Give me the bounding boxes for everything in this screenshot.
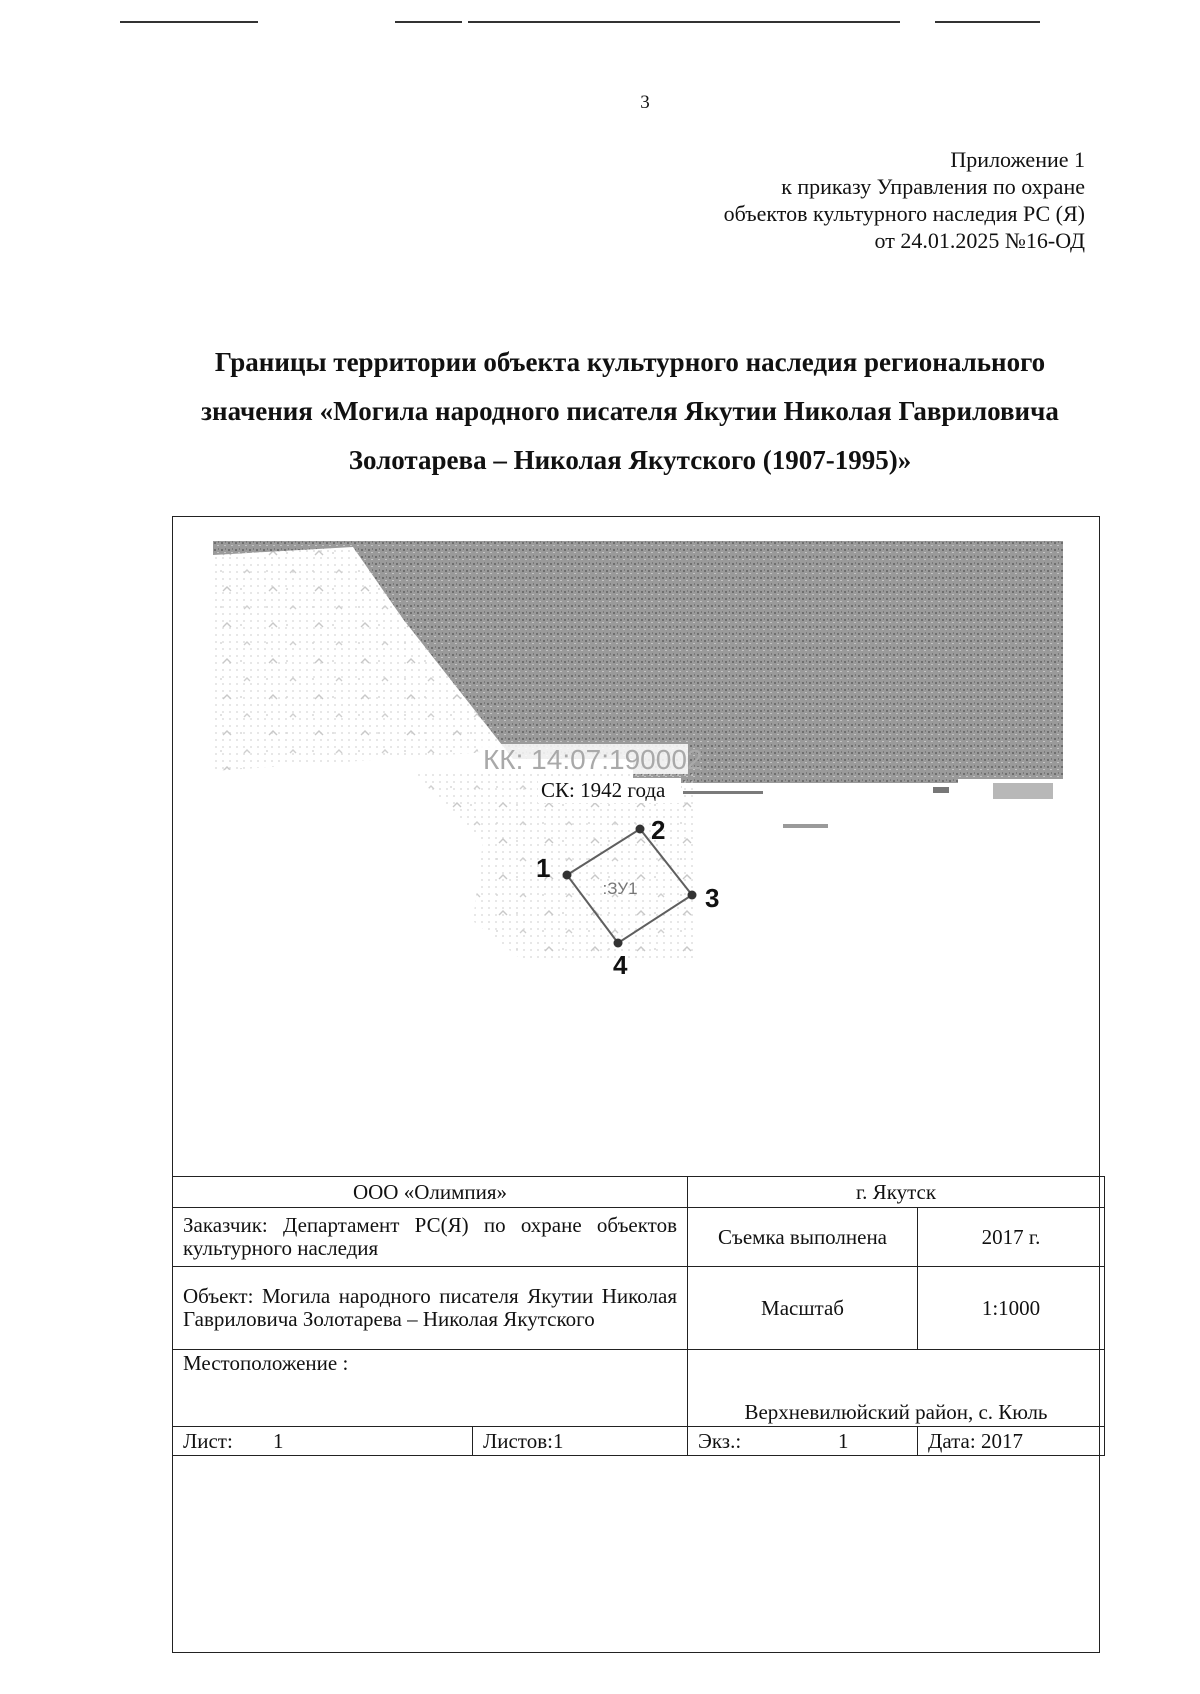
client: Заказчик: Департамент РС(Я) по охране объектов культурного наследия xyxy=(173,1208,688,1267)
sheet-label: Лист: xyxy=(183,1428,233,1453)
title-block xyxy=(172,1176,1105,1456)
appendix-line: объектов культурного наследия РС (Я) xyxy=(723,201,1085,226)
scale-label: Масштаб xyxy=(688,1267,918,1350)
boundary-point-3 xyxy=(688,891,697,900)
scan-noise xyxy=(683,791,763,794)
cadastral-quarter-label: КК: 14:07:190002 xyxy=(483,744,703,775)
boundary-point-2 xyxy=(636,825,645,834)
scan-noise xyxy=(933,787,949,793)
scan-noise xyxy=(993,783,1053,799)
boundary-point-1 xyxy=(563,871,572,880)
survey-label: Съемка выполнена xyxy=(688,1208,918,1267)
copy-cell xyxy=(688,1427,918,1456)
title-line: Границы территории объекта культурного наследия регионального xyxy=(214,347,1046,377)
object-name: Объект: Могила народного писателя Якутии Николая Гавриловича Золотарева – Николая Якутского xyxy=(173,1267,688,1350)
boundary-map xyxy=(213,541,1068,1001)
coordinate-system-label: СК: 1942 года xyxy=(541,778,666,802)
title-line: значения «Могила народного писателя Якутии Николая Гавриловича xyxy=(201,396,1059,426)
appendix-line: от 24.01.2025 №16-ОД xyxy=(874,228,1085,253)
sheets-total: Листов:1 xyxy=(473,1427,688,1456)
title-line: Золотарева – Николая Якутского (1907-1995)» xyxy=(348,445,912,475)
point-number-3: 3 xyxy=(705,883,720,913)
page-number: 3 xyxy=(640,92,650,113)
point-number-4: 4 xyxy=(613,950,628,980)
location-value: Верхневилюйский район, с. Кюль xyxy=(688,1350,1105,1427)
parcel-label: :ЗУ1 xyxy=(602,879,638,898)
point-number-1: 1 xyxy=(536,853,551,883)
location-label: Местоположение : xyxy=(173,1350,688,1427)
boundary-point-4 xyxy=(614,939,623,948)
copy-number: 1 xyxy=(838,1428,849,1453)
city: г. Якутск xyxy=(688,1177,1105,1208)
survey-year: 2017 г. xyxy=(918,1208,1105,1267)
copy-label: Экз.: xyxy=(698,1428,742,1453)
appendix-header xyxy=(724,146,1085,254)
document-title xyxy=(160,338,1100,485)
point-number-2: 2 xyxy=(651,815,666,845)
scale-value: 1:1000 xyxy=(918,1267,1105,1350)
sheet-cell xyxy=(173,1427,473,1456)
appendix-line: к приказу Управления по охране xyxy=(781,174,1085,199)
header-scan-lines xyxy=(0,0,1200,40)
appendix-line: Приложение 1 xyxy=(950,147,1085,172)
company-name: ООО «Олимпия» xyxy=(173,1177,688,1208)
scan-noise xyxy=(783,824,828,828)
sheet-number: 1 xyxy=(273,1428,284,1453)
date: Дата: 2017 xyxy=(918,1427,1105,1456)
